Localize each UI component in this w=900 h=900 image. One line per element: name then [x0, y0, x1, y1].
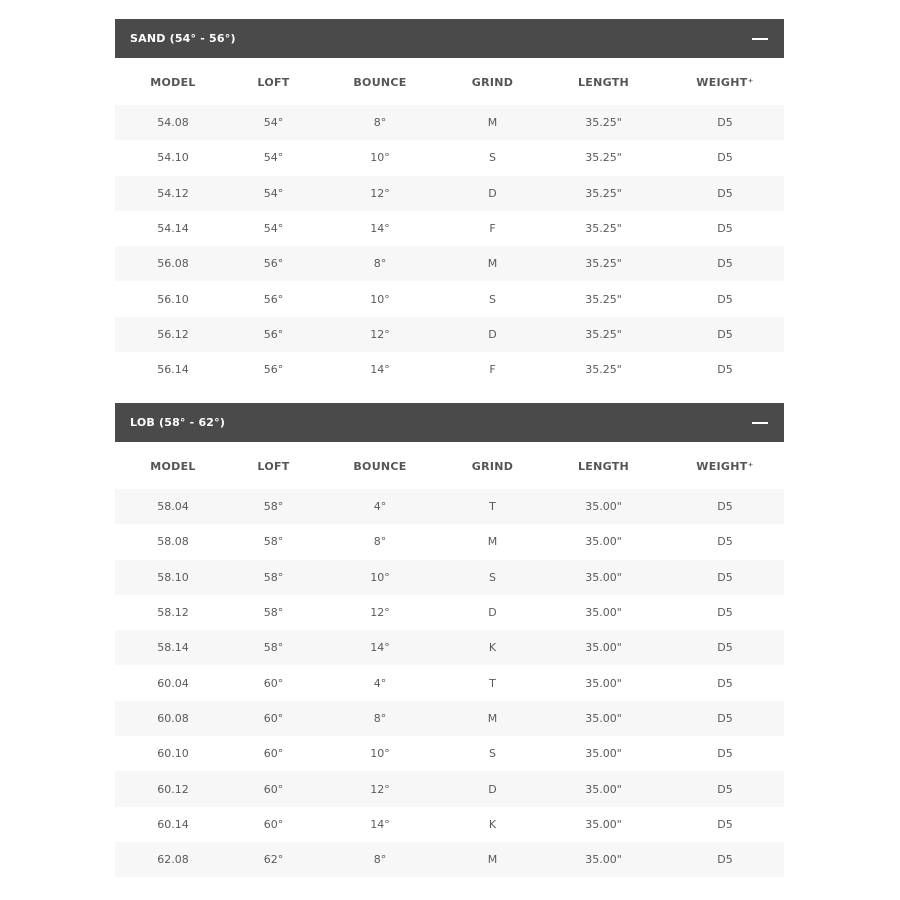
cell-loft: 56° — [263, 327, 284, 341]
cell-weight: D5 — [717, 782, 733, 796]
cell-length: 35.00" — [585, 570, 622, 584]
cell-loft: 56° — [263, 257, 284, 271]
cell-bounce: 8° — [373, 116, 387, 130]
table-row — [115, 281, 784, 316]
table-header-row — [115, 442, 784, 489]
cell-bounce: 14° — [370, 817, 390, 831]
cell-loft: 58° — [263, 641, 284, 655]
table-row — [115, 665, 784, 700]
cell-grind: S — [489, 151, 496, 165]
table-row — [115, 211, 784, 246]
cell-weight: D5 — [717, 363, 733, 377]
table-row — [115, 771, 784, 806]
cell-model: 56.10 — [157, 292, 189, 306]
sand-section-header[interactable] — [115, 19, 784, 58]
cell-grind: T — [489, 676, 496, 690]
cell-weight: D5 — [717, 292, 733, 306]
cell-grind: M — [487, 535, 498, 549]
cell-grind: M — [487, 853, 498, 867]
cell-model: 60.04 — [157, 676, 189, 690]
cell-weight: D5 — [717, 853, 733, 867]
cell-length: 35.00" — [585, 641, 622, 655]
cell-length: 35.25" — [585, 363, 622, 377]
cell-weight: D5 — [717, 257, 733, 271]
cell-length: 35.00" — [585, 535, 622, 549]
table-row — [115, 317, 784, 352]
cell-model: 54.12 — [157, 186, 189, 200]
cell-grind: D — [488, 606, 497, 620]
table-row — [115, 595, 784, 630]
cell-grind: S — [489, 747, 496, 761]
column-header-weight: WEIGHT⁺ — [696, 460, 754, 473]
cell-length: 35.00" — [585, 747, 622, 761]
cell-loft: 60° — [263, 782, 284, 796]
table-row — [115, 176, 784, 211]
cell-length: 35.00" — [585, 817, 622, 831]
cell-model: 58.14 — [157, 641, 189, 655]
cell-weight: D5 — [717, 500, 733, 514]
cell-length: 35.00" — [585, 782, 622, 796]
sand-section — [115, 19, 784, 387]
column-header-model: MODEL — [150, 76, 196, 89]
cell-loft: 58° — [263, 570, 284, 584]
cell-weight: D5 — [717, 327, 733, 341]
cell-model: 60.12 — [157, 782, 189, 796]
table-row — [115, 701, 784, 736]
lob-table-body — [115, 489, 784, 877]
table-header-row — [115, 58, 784, 105]
cell-bounce: 12° — [370, 327, 390, 341]
cell-length: 35.25" — [585, 151, 622, 165]
cell-bounce: 10° — [370, 747, 390, 761]
cell-length: 35.00" — [585, 676, 622, 690]
cell-bounce: 8° — [373, 853, 387, 867]
cell-grind: M — [487, 116, 498, 130]
cell-length: 35.25" — [585, 327, 622, 341]
cell-bounce: 10° — [370, 292, 390, 306]
cell-length: 35.00" — [585, 711, 622, 725]
cell-model: 56.08 — [157, 257, 189, 271]
cell-bounce: 12° — [370, 606, 390, 620]
cell-loft: 62° — [263, 853, 284, 867]
cell-weight: D5 — [717, 747, 733, 761]
cell-loft: 54° — [263, 151, 284, 165]
cell-bounce: 8° — [373, 535, 387, 549]
cell-model: 58.12 — [157, 606, 189, 620]
cell-weight: D5 — [717, 116, 733, 130]
column-header-grind: GRIND — [471, 76, 514, 89]
cell-grind: M — [487, 257, 498, 271]
cell-model: 58.10 — [157, 570, 189, 584]
table-row — [115, 842, 784, 877]
cell-loft: 54° — [263, 186, 284, 200]
column-header-bounce: BOUNCE — [353, 76, 407, 89]
table-row — [115, 352, 784, 387]
cell-weight: D5 — [717, 151, 733, 165]
cell-grind: D — [488, 327, 497, 341]
cell-model: 56.12 — [157, 327, 189, 341]
cell-loft: 54° — [263, 116, 284, 130]
cell-length: 35.25" — [585, 116, 622, 130]
cell-loft: 58° — [263, 500, 284, 514]
cell-loft: 58° — [263, 535, 284, 549]
sand-spec-table — [115, 58, 784, 387]
table-row — [115, 105, 784, 140]
cell-length: 35.00" — [585, 606, 622, 620]
column-header-weight: WEIGHT⁺ — [696, 76, 754, 89]
sand-section-title: SAND (54° - 56°) — [130, 32, 236, 45]
cell-bounce: 14° — [370, 363, 390, 377]
cell-bounce: 4° — [373, 500, 387, 514]
cell-grind: S — [489, 292, 496, 306]
cell-bounce: 12° — [370, 186, 390, 200]
cell-bounce: 10° — [370, 151, 390, 165]
table-row — [115, 630, 784, 665]
cell-bounce: 10° — [370, 570, 390, 584]
cell-weight: D5 — [717, 570, 733, 584]
cell-loft: 60° — [263, 817, 284, 831]
cell-bounce: 12° — [370, 782, 390, 796]
collapse-minus-icon[interactable] — [752, 422, 768, 424]
table-row — [115, 560, 784, 595]
cell-model: 58.08 — [157, 535, 189, 549]
cell-bounce: 8° — [373, 257, 387, 271]
cell-bounce: 8° — [373, 711, 387, 725]
cell-weight: D5 — [717, 676, 733, 690]
cell-weight: D5 — [717, 606, 733, 620]
cell-grind: T — [489, 500, 496, 514]
cell-loft: 60° — [263, 747, 284, 761]
lob-spec-table — [115, 442, 784, 877]
column-header-loft: LOFT — [257, 460, 290, 473]
cell-weight: D5 — [717, 641, 733, 655]
cell-weight: D5 — [717, 817, 733, 831]
cell-grind: D — [488, 782, 497, 796]
cell-bounce: 4° — [373, 676, 387, 690]
sand-table-body — [115, 105, 784, 387]
lob-section-header[interactable] — [115, 403, 784, 442]
cell-length: 35.25" — [585, 222, 622, 236]
lob-section-title: LOB (58° - 62°) — [130, 416, 226, 429]
cell-grind: M — [487, 711, 498, 725]
table-row — [115, 807, 784, 842]
column-header-bounce: BOUNCE — [353, 460, 407, 473]
column-header-model: MODEL — [150, 460, 196, 473]
cell-weight: D5 — [717, 222, 733, 236]
cell-model: 58.04 — [157, 500, 189, 514]
column-header-grind: GRIND — [471, 460, 514, 473]
cell-loft: 54° — [263, 222, 284, 236]
table-row — [115, 736, 784, 771]
cell-model: 60.08 — [157, 711, 189, 725]
cell-model: 54.10 — [157, 151, 189, 165]
cell-loft: 60° — [263, 676, 284, 690]
cell-weight: D5 — [717, 186, 733, 200]
cell-model: 54.08 — [157, 116, 189, 130]
cell-grind: S — [489, 570, 496, 584]
cell-length: 35.25" — [585, 257, 622, 271]
cell-grind: K — [488, 817, 497, 831]
table-row — [115, 246, 784, 281]
cell-grind: K — [488, 641, 497, 655]
cell-loft: 60° — [263, 711, 284, 725]
table-row — [115, 489, 784, 524]
column-header-length: LENGTH — [577, 460, 630, 473]
cell-length: 35.25" — [585, 292, 622, 306]
cell-length: 35.25" — [585, 186, 622, 200]
cell-loft: 56° — [263, 363, 284, 377]
cell-length: 35.00" — [585, 500, 622, 514]
cell-model: 62.08 — [157, 853, 189, 867]
column-header-length: LENGTH — [577, 76, 630, 89]
cell-grind: F — [489, 222, 496, 236]
cell-length: 35.00" — [585, 853, 622, 867]
cell-model: 54.14 — [157, 222, 189, 236]
collapse-minus-icon[interactable] — [752, 38, 768, 40]
lob-section — [115, 403, 784, 877]
cell-grind: F — [489, 363, 496, 377]
cell-grind: D — [488, 186, 497, 200]
cell-model: 56.14 — [157, 363, 189, 377]
table-row — [115, 140, 784, 175]
cell-model: 60.10 — [157, 747, 189, 761]
cell-weight: D5 — [717, 535, 733, 549]
table-row — [115, 524, 784, 559]
cell-model: 60.14 — [157, 817, 189, 831]
cell-bounce: 14° — [370, 222, 390, 236]
cell-loft: 56° — [263, 292, 284, 306]
cell-bounce: 14° — [370, 641, 390, 655]
cell-loft: 58° — [263, 606, 284, 620]
cell-weight: D5 — [717, 711, 733, 725]
column-header-loft: LOFT — [257, 76, 290, 89]
